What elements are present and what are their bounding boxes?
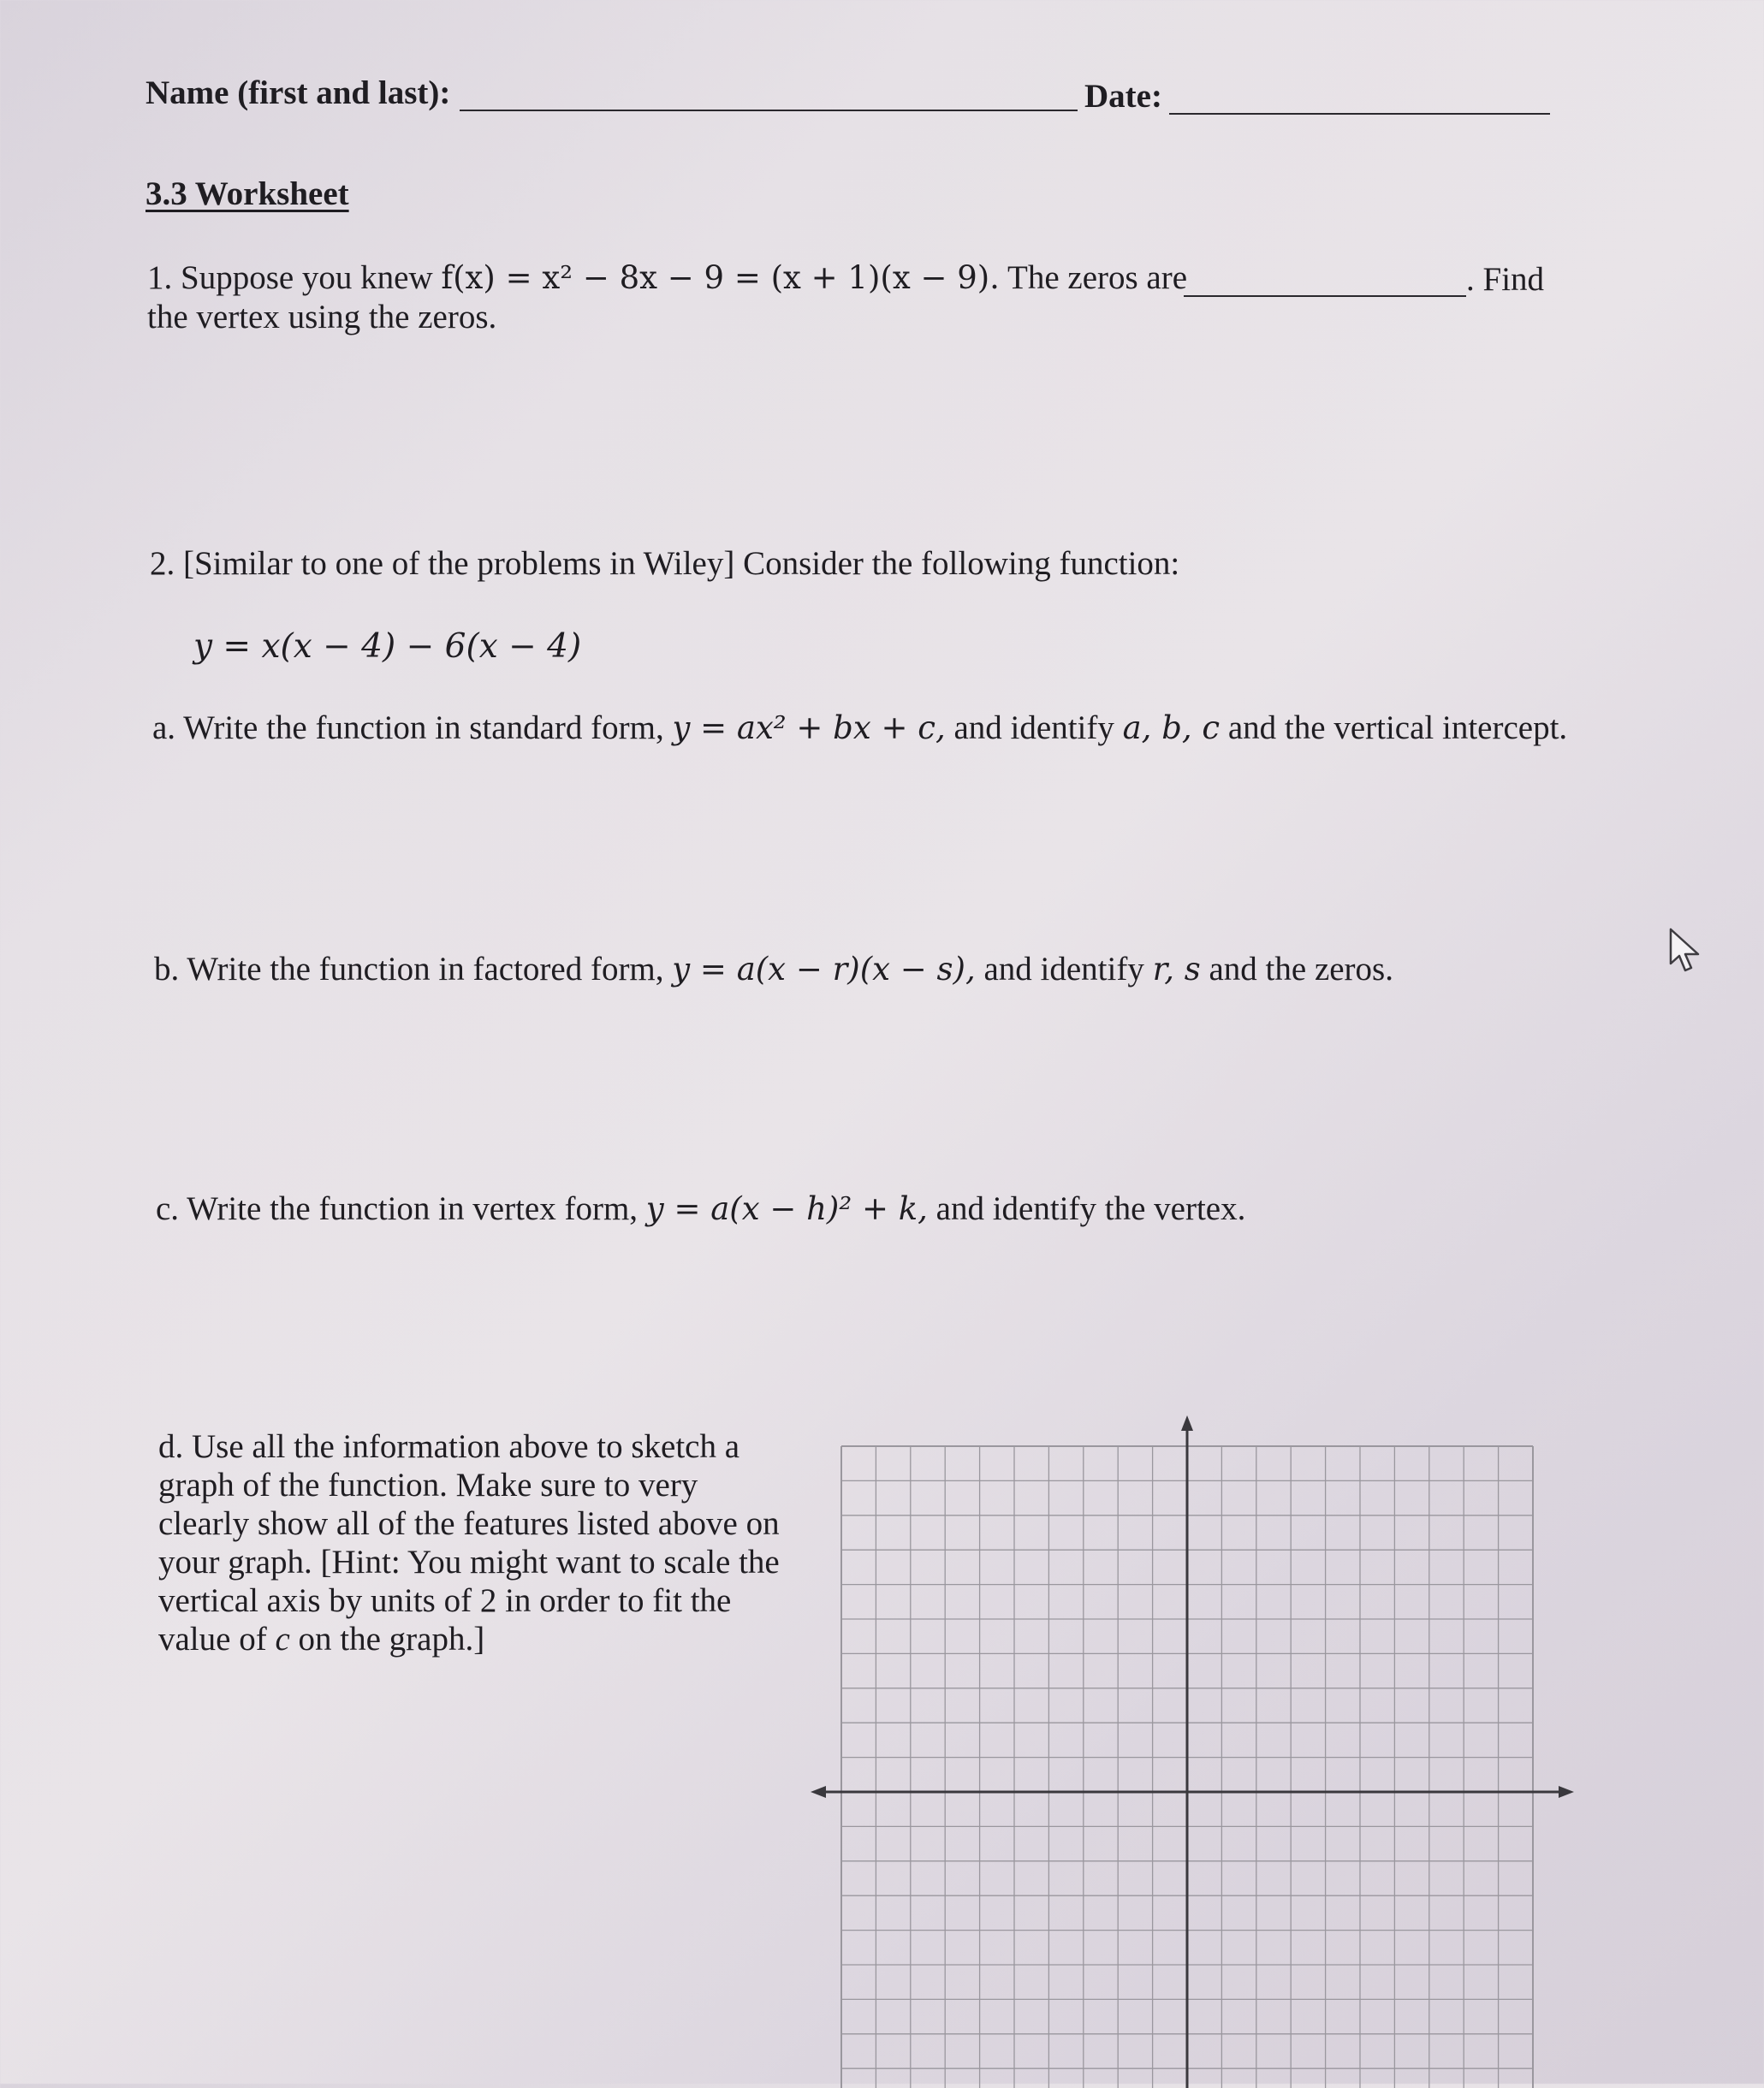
q1-find: . Find bbox=[1466, 261, 1545, 298]
q2d-last-pre: value of bbox=[158, 1621, 267, 1658]
q2c-text-pre: c. Write the function in vertex form, bbox=[156, 1190, 638, 1227]
graph-paper[interactable] bbox=[800, 1403, 1588, 2088]
date-field[interactable] bbox=[1169, 113, 1550, 115]
q1-number: 1. bbox=[147, 259, 173, 296]
q1-line1 bbox=[147, 258, 1187, 298]
q2b-factored-form-eq: y = a(x − r)(x − s), bbox=[672, 951, 976, 988]
q2d-line-3: clearly show all of the features listed above on bbox=[158, 1505, 780, 1542]
q2b-vars: r, s bbox=[1152, 951, 1201, 988]
q2d-last-var: c bbox=[275, 1621, 290, 1658]
q2b-text-post: and the zeros. bbox=[1209, 951, 1393, 988]
name-field[interactable] bbox=[460, 110, 1078, 111]
q2d-line-6 bbox=[158, 1620, 780, 1658]
q2d-line-5: vertical axis by units of 2 in order to fit the bbox=[158, 1582, 732, 1619]
q1-zeros-answer-field[interactable] bbox=[1184, 295, 1466, 297]
q2-heading: 2. [Similar to one of the problems in Wiley] Consider the following function: bbox=[150, 545, 1180, 582]
q2d-last-post: on the graph.] bbox=[298, 1621, 485, 1658]
q2a-text-pre: a. Write the function in standard form, bbox=[152, 709, 664, 746]
q2-part-a bbox=[152, 709, 1567, 748]
x-axis-right-arrow bbox=[1559, 1786, 1574, 1798]
q1-zeros-prompt: The zeros are bbox=[1007, 259, 1188, 296]
q2d-line-1: d. Use all the information above to sketch a bbox=[158, 1428, 740, 1465]
x-axis-left-arrow bbox=[811, 1786, 826, 1798]
date-label: Date: bbox=[1084, 78, 1162, 115]
q2-part-b bbox=[154, 950, 1393, 989]
q2a-text-mid: and identify bbox=[953, 709, 1114, 746]
q2-part-d bbox=[158, 1427, 780, 1658]
q2a-standard-form-eq: y = ax² + bx + c, bbox=[672, 709, 946, 746]
q2d-line-2: graph of the function. Make sure to very bbox=[158, 1467, 698, 1504]
q1-equation: f(x) = x² − 8x − 9 = (x + 1)(x − 9). bbox=[441, 259, 1000, 296]
q2a-vars: a, b, c bbox=[1122, 709, 1221, 746]
worksheet-title: 3.3 Worksheet bbox=[146, 175, 349, 212]
q2d-line-4: your graph. [Hint: You might want to scale the bbox=[158, 1544, 780, 1581]
axes bbox=[811, 1415, 1574, 2088]
q1-intro: Suppose you knew bbox=[181, 259, 433, 296]
y-axis-arrow bbox=[1181, 1415, 1193, 1431]
q2b-text-pre: b. Write the function in factored form, bbox=[154, 951, 664, 988]
q2-part-c bbox=[156, 1189, 1245, 1229]
q2a-text-post: and the vertical intercept. bbox=[1227, 709, 1568, 746]
q2b-text-mid: and identify bbox=[983, 951, 1144, 988]
mouse-pointer-icon bbox=[1667, 926, 1707, 977]
q1-line2: the vertex using the zeros. bbox=[147, 299, 497, 335]
q2-function: y = x(x − 4) − 6(x − 4) bbox=[193, 627, 582, 666]
q2c-text-post: and identify the vertex. bbox=[935, 1190, 1246, 1227]
name-label: Name (first and last): bbox=[146, 74, 451, 111]
q2c-vertex-form-eq: y = a(x − h)² + k, bbox=[645, 1190, 928, 1227]
